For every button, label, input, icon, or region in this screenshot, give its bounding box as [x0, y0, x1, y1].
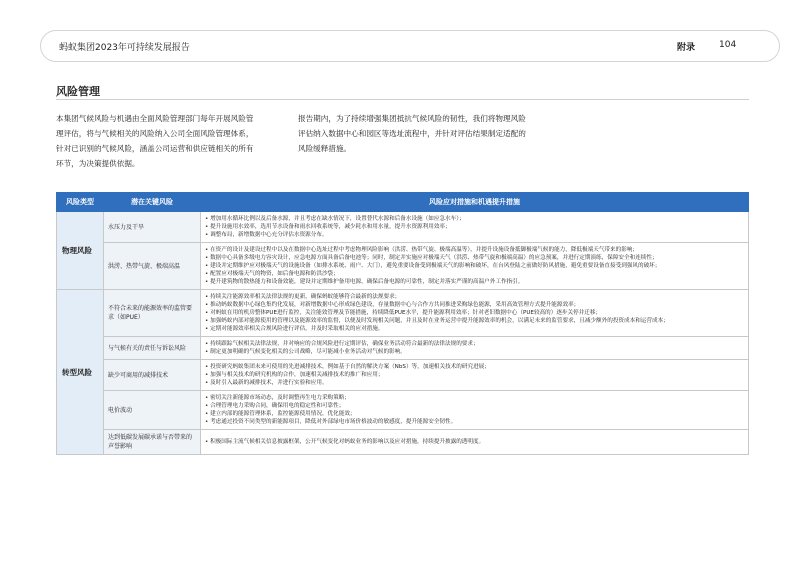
category-cell: 物理风险 [57, 212, 104, 290]
title-divider [56, 99, 749, 100]
risk-cell: 与气候有关的责任与诉讼风险 [104, 337, 201, 360]
table-header-row [57, 193, 749, 212]
measure-item: • 密切关注新能源市场动态，及时调整再生电力采购策略； [205, 395, 350, 401]
intro-paragraph-left: 本集团气候风险与机遇由全面风险管理部门每年开展风险管理评估，将与气候相关的风险纳入公司全面风险管理体系，针对已识别的气候风险，涵盖公司运营和供应链相关的所有环节，为决策提供依据。 [56, 114, 254, 168]
measure-item: • 合理管理电力采购合同，确保用电的稳定性和可靠性； [205, 403, 345, 409]
measure-item: • 对蚂蚁在用的机房整体PUE进行监控，关注能效管理及节能措施，持续降低PUE水平，提升能源利用效率；针对老旧数据中心（PUE较高的）逐步关停并迁移； [205, 310, 602, 316]
risk-cell: 水压力及干旱 [104, 212, 201, 243]
measure-item: • 建立内部的能源管理体系，监控能源使用情况，优化能效； [205, 411, 356, 417]
page-title: 风险管理 [56, 85, 100, 98]
column-header-risk-type: 风险类型 [57, 193, 104, 212]
measure-item: • 加强蚂蚁内部对能源使用的管理以及能源效率的监督，以便及时发现相关问题，并且及时在业务运营中提升能源效率的机会，以满足未来的监管要求，且减少额外的投资成本和运营成本； [205, 318, 669, 324]
measures-cell [201, 243, 749, 290]
measure-item: • 提升设施用水效率，选用节水设备和雨水回收系统等，减少耗水和用水量，提升水资源利用效率； [205, 224, 451, 230]
page-number: 104 [719, 40, 737, 50]
measure-item: • 定期对能源效率相关合规风险进行评估，并及时采取相关的应对措施。 [205, 326, 384, 332]
risk-table [56, 192, 749, 455]
table-row [57, 391, 749, 430]
table-row [57, 430, 749, 455]
report-title: 蚂蚁集团2023年可持续发展报告 [59, 43, 190, 53]
measure-item: • 加强与相关技术的研究机构的合作，加速相关减排技术的推广和应用； [205, 372, 384, 378]
measure-item: • 制定更加明确的气候变化相关的公司战略，尽可能减小业务活动对气候的影响。 [205, 349, 406, 355]
measure-item: • 提升建筑物的散热能力和设备效能，建设并定期维护备用电源，确保后备电源的可靠性，制定并落实严谨的高温户外工作指引。 [205, 279, 524, 285]
measure-item: • 增加用水循环比例以及后备水源，并且考虑在缺水情况下，设置替代水源和后备水设施（如应急水车）； [205, 216, 465, 222]
measures-cell [201, 360, 749, 391]
risk-cell: 洪涝、热带气旋、极端高温 [104, 243, 201, 290]
table-row [57, 290, 749, 337]
measure-item: • 及时引入最新的减排技术，并进行实验和应用。 [205, 380, 328, 386]
category-cell: 转型风险 [57, 290, 104, 455]
risk-cell: 达到低碳发展碳承诺与否带来的声誉影响 [104, 430, 201, 455]
measure-item: • 在资产的设计及建设过程中以及在数据中心选址过程中考虑物理风险影响（洪涝、热带气旋、极端高温等），并提升设施设备抵御极端气候的能力，降低极端天气带来的影响； [205, 247, 638, 253]
measures-cell [201, 290, 749, 337]
column-header-measures: 风险应对措施和机遇提升措施 [201, 193, 749, 212]
table-row [57, 337, 749, 360]
measures-cell [201, 212, 749, 243]
table-row [57, 212, 749, 243]
measure-item: • 持续关注能源效率相关法律法规的更新，确保蚂蚁能够符合最新的法规要求； [205, 294, 401, 300]
measure-item: • 持续跟踪气候相关法律法规，并对响应的合规风险进行定期评估，确保业务活动符合最新的法律法规的要求； [205, 341, 479, 347]
measure-item: • 建设并定期维护应对极端天气的设施设备（如排水系统、雨户、大门），避免重要设备受到极端天气的影响和破坏，在台风登陆之前做好防风措施，避免重要设备直接受到强风的破坏； [205, 263, 661, 269]
table-row [57, 243, 749, 290]
measure-item: • 积极国际主流气候相关信息披露框架，公开气候变化对蚂蚁业务的影响以及应对措施，持续提升披露的透明度。 [205, 439, 485, 445]
measures-cell [201, 391, 749, 430]
measures-cell [201, 430, 749, 455]
risk-cell: 电价波动 [104, 391, 201, 430]
measure-item: • 投资研究蚂蚁集团未来可使用的先进减排技术，例如基于自然的解决方案（NbS）等，加速相关技术的研究进展； [205, 364, 490, 370]
report-header [40, 30, 780, 62]
risk-cell: 不符合未来的能源效率的监管要求（如PUE） [104, 290, 201, 337]
measure-item: • 数据中心具备多级电力容灾设计，应急电源方面具备后备电池等；同时，制定并实施应对极端天气（洪涝、热带气旋和极端高温）的应急预案，并进行定期演练，保障安全和连续性； [205, 255, 658, 261]
measure-item: • 调整布局，新增数据中心充分评估水资源分布。 [205, 232, 328, 238]
measure-item: • 考虑通过投资不同类型的新能源项目，降低对外部绿电市场价格波动的敏感度，提升能源安全韧性。 [205, 419, 457, 425]
measures-cell [201, 337, 749, 360]
table-row [57, 360, 749, 391]
measure-item: • 配置应对极端天气的物资，如后备电源和防洪沙袋； [205, 271, 339, 277]
risk-cell: 缺少可商用的减排技术 [104, 360, 201, 391]
measure-item: • 推动蚂蚁数据中心绿色集约化发展，对新增数据中心形成绿色建设，存量数据中心与合作方共同推进采购绿色能源，采用高效管理方式提升能源效率； [205, 302, 580, 308]
intro-paragraph-right: 报告期内，为了持续增强集团抵抗气候风险的韧性，我们将物理风险评估纳入数据中心和园区等选址流程中，并针对评估结果制定适配的风险缓释措施。 [298, 114, 526, 153]
section-label: 附录 [677, 43, 696, 53]
column-header-key-risk: 潜在关键风险 [104, 193, 201, 212]
